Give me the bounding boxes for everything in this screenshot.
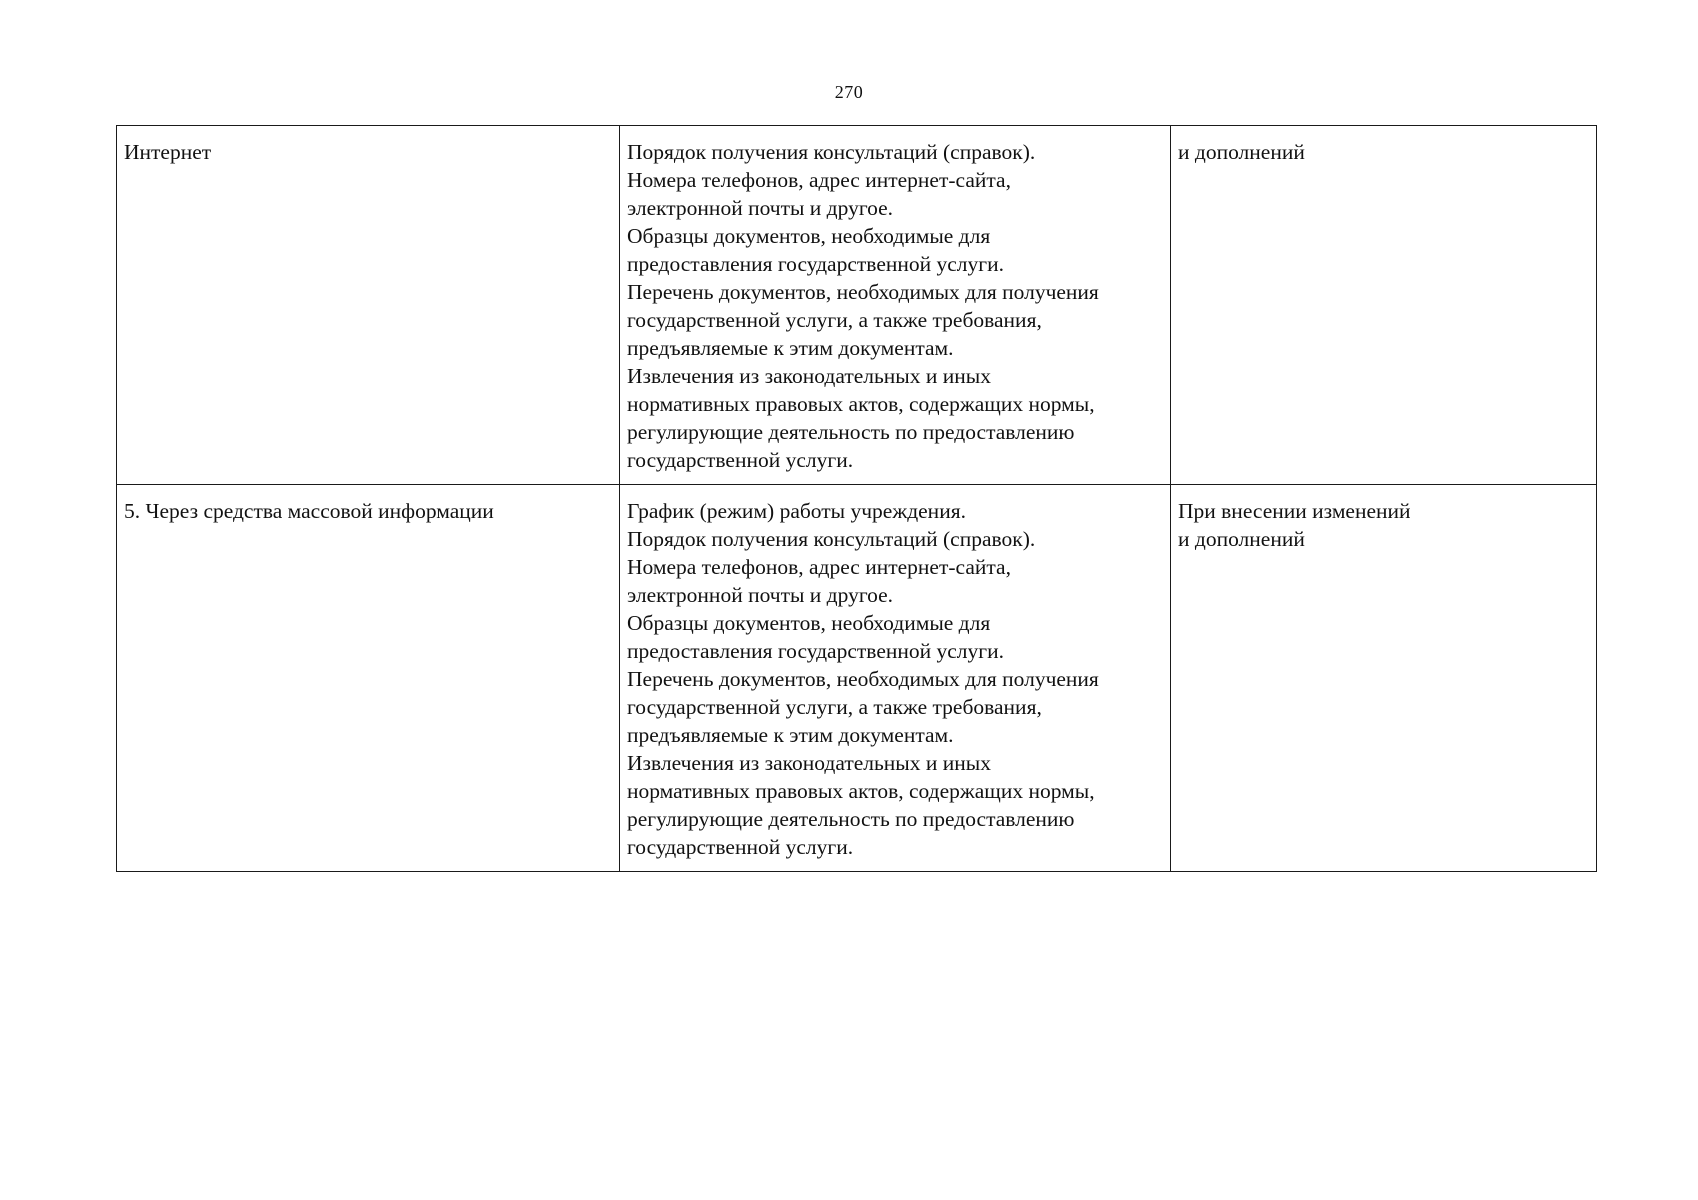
info-channel-text: 5. Через средства массовой информации [124, 499, 494, 523]
content-line: Образцы документов, необходимые для [627, 224, 991, 248]
content-line: государственной услуги, а также требования, [627, 695, 1042, 719]
content-line: электронной почты и другое. [627, 583, 894, 607]
update-frequency-line: и дополнений [1178, 527, 1305, 551]
content-line: Порядок получения консультаций (справок). [627, 140, 1036, 164]
content-line: Извлечения из законодательных и иных [627, 751, 991, 775]
content-line: предъявляемые к этим документам. [627, 723, 954, 747]
content-line: Перечень документов, необходимых для получения [627, 667, 1099, 691]
cell-info-content [620, 485, 1171, 872]
page-number: 270 [834, 82, 864, 102]
content-line: нормативных правовых актов, содержащих нормы, [627, 392, 1095, 416]
update-frequency-line: и дополнений [1178, 140, 1305, 164]
content-line: предоставления государственной услуги. [627, 252, 1004, 276]
content-line: регулирующие деятельность по предоставлению [627, 420, 1075, 444]
cell-info-content [620, 126, 1171, 485]
content-line: Номера телефонов, адрес интернет-сайта, [627, 168, 1011, 192]
content-line: регулирующие деятельность по предоставлению [627, 807, 1075, 831]
content-line: электронной почты и другое. [627, 196, 894, 220]
content-line: Образцы документов, необходимые для [627, 611, 991, 635]
content-line: государственной услуги, а также требования, [627, 308, 1042, 332]
content-line: Номера телефонов, адрес интернет-сайта, [627, 555, 1011, 579]
table-row [117, 126, 1597, 485]
content-line: Порядок получения консультаций (справок). [627, 527, 1036, 551]
content-line: Извлечения из законодательных и иных [627, 364, 991, 388]
content-line: нормативных правовых актов, содержащих нормы, [627, 779, 1095, 803]
info-table [116, 125, 1597, 872]
content-line: государственной услуги. [627, 835, 854, 859]
content-line: предоставления государственной услуги. [627, 639, 1004, 663]
content-line: Перечень документов, необходимых для получения [627, 280, 1099, 304]
cell-info-channel [117, 126, 620, 485]
update-frequency-line: При внесении изменений [1178, 499, 1411, 523]
table-row [117, 485, 1597, 872]
content-line: График (режим) работы учреждения. [627, 499, 966, 523]
info-channel-text: Интернет [124, 140, 212, 164]
cell-update-frequency [1171, 485, 1597, 872]
content-line: предъявляемые к этим документам. [627, 336, 954, 360]
cell-update-frequency [1171, 126, 1597, 485]
content-line: государственной услуги. [627, 448, 854, 472]
cell-info-channel [117, 485, 620, 872]
